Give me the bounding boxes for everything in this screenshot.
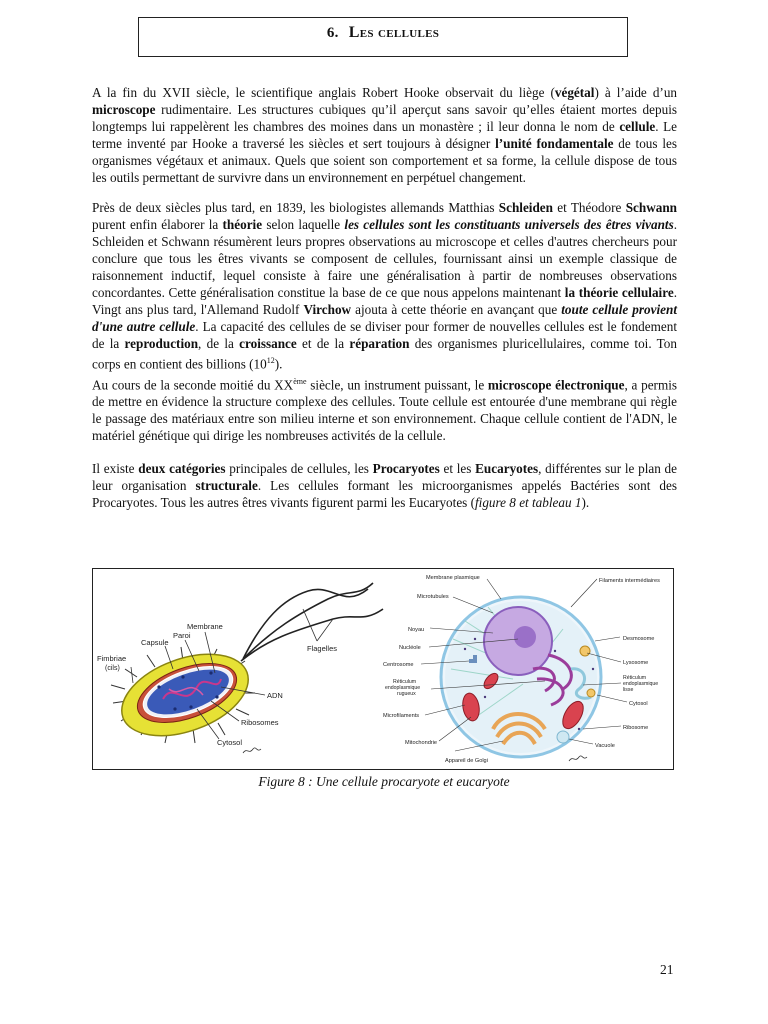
label-centrosome: Centrosome (383, 662, 414, 668)
text-run: Schleiden (498, 200, 553, 215)
label-reticulum-lisse-3: lisse (623, 687, 634, 693)
text-run: microscope (92, 102, 156, 117)
section-title-text: Les cellules (348, 24, 440, 41)
label-reticulum-lisse-2: endoplasmique (623, 681, 659, 687)
section-title (327, 24, 439, 42)
text-run: , différentes sur le plan de leur organisation (92, 461, 677, 493)
text-run: et de la (296, 336, 350, 351)
text-run: . La capacité des cellules de se diviser pour former de nouvelles cellules est le fondement de la (92, 319, 677, 351)
text-run: les cellules sont les constituants universels des êtres vivants (344, 217, 674, 232)
artist-signature-right (569, 756, 587, 761)
page-number: 21 (660, 962, 674, 977)
text-run: selon laquelle (262, 217, 345, 232)
label-ribosomes: Ribosomes (241, 718, 279, 727)
label-lysosome: Lysosome (623, 660, 649, 666)
text-run: végétal (554, 85, 595, 100)
prokaryote-cell (97, 583, 383, 751)
text-run: des organismes pluricellulaires, comme toi. Ton corps en contient des billions (10 (92, 336, 677, 372)
cell-illustration (93, 569, 673, 769)
eukaryote-cell (383, 575, 660, 764)
section-title-box (138, 17, 628, 57)
paragraph-cell-theory (92, 199, 677, 372)
text-run: figure 8 et tableau 1 (475, 495, 582, 510)
artist-signature-left (243, 748, 261, 753)
text-run: . Les cellules formant les microorganismes appelés Bactéries sont des Procaryotes. Tous les autres êtres vivants figurent parmi les Eucaryotes ( (92, 478, 677, 510)
label-reticulum-rugueux-2: endoplasmique (385, 685, 421, 691)
text-run: 12 (266, 356, 275, 365)
text-run: cellule (619, 119, 656, 134)
text-run: Schwann (625, 200, 677, 215)
text-run: reproduction (124, 336, 199, 351)
text-run: ). (274, 356, 283, 372)
label-vacuole: Vacuole (595, 743, 615, 749)
text-run: ajouta à cette théorie en avançant que (351, 302, 562, 317)
section-number: 6. (326, 25, 339, 41)
text-run: rudimentaire. Les structures cubiques qu’il aperçut sans savoir qu’elles étaient mortes depuis longtemps lui rappelèrent les chambres des moines dans un monastère ; il leur donna le nom de (92, 102, 677, 134)
text-run: Près de deux siècles plus tard, en 1839, les biologistes allemands Matthias (92, 200, 499, 215)
text-run: et les (439, 461, 476, 476)
text-run: . Schleiden et Schwann résumèrent leurs propres observations au microscope et celles d'autres chercheurs pour conclure que tous les êtres vivants se composent de cellules, fournissant ainsi un exemple classique de raisonnement inductif, lequel consiste à faire une généralisation à partir de nombreuses observations concordantes. Cette généralisation constitue la base de ce que nous appelons maintenant (92, 217, 677, 300)
label-adn: ADN (267, 691, 283, 700)
text-run: ) à l’aide d’un (594, 85, 678, 100)
text-run: croissance (239, 336, 297, 351)
text-run: Procaryotes (372, 461, 440, 476)
text-run: , de la (198, 336, 240, 351)
text-run: de tous les organismes végétaux et animaux. Quels que soient son comportement et sa forme, la cellule dispose de tous les outils permettant de survivre dans un environnement en perpétuel changement. (92, 136, 677, 185)
text-run: ème (293, 377, 307, 386)
text-run: la théorie cellulaire (564, 285, 674, 300)
label-capsule: Capsule (141, 638, 169, 647)
text-run: microscope électronique (487, 377, 625, 393)
label-cytosol-prokaryote: Cytosol (217, 738, 243, 747)
text-run: ). (581, 495, 590, 510)
text-run: principales de cellules, les (225, 461, 373, 476)
text-run: structurale (195, 478, 258, 493)
text-run: purent enfin élaborer la (92, 217, 223, 232)
label-paroi: Paroi (173, 631, 191, 640)
text-run: Au cours de la seconde moitié du XX (92, 377, 294, 393)
text-run: théorie (222, 217, 263, 232)
text-run: Virchow (303, 302, 352, 317)
label-membrane-plasmique: Membrane plasmique (426, 575, 480, 581)
text-run: l’unité fondamentale (495, 136, 614, 151)
paragraph-categories (92, 460, 677, 511)
text-run: . Le terme inventé par Hooke a traversé les siècles et sert toujours à désigner (92, 119, 677, 151)
label-mitochondrie: Mitochondrie (405, 740, 438, 746)
label-fimbriae-sub: (cils) (105, 665, 120, 672)
paragraph-electron-microscope (92, 373, 677, 444)
label-desmosome: Desmosome (623, 636, 655, 642)
label-filaments: Filaments intermédiaires (599, 578, 660, 584)
text-run: Eucaryotes (475, 461, 539, 476)
label-reticulum-rugueux-3: rugueux (397, 691, 416, 697)
label-fimbriae: Fimbriae (97, 654, 127, 663)
text-run: toute cellule provient d'une autre cellule (92, 302, 677, 334)
label-microfilaments: Microfilaments (383, 713, 420, 719)
label-nucleole: Nucléole (399, 645, 421, 651)
figure-8 (92, 568, 674, 770)
figure-caption: Figure 8 : Une cellule procaryote et eucaryote (258, 774, 510, 789)
label-appareil-golgi: Appareil de Golgi (445, 758, 488, 764)
text-run: et Théodore (553, 200, 626, 215)
text-run: , a permis de mettre en évidence la structure complexe des cellules. Toute cellule est entourée d'une membrane qui règle le passage des matériaux entre son milieu interne et son environnement. Chaque cellule contient de l'ADN, le matériel génétique qui dirige les nombreuses activités de la cellule. (92, 377, 677, 444)
label-reticulum-rugueux-1: Réticulum (393, 679, 417, 685)
label-reticulum-lisse-1: Réticulum (623, 675, 647, 681)
text-run: A la fin du XVII siècle, le scientifique anglais Robert Hooke observait du liège ( (92, 85, 555, 100)
text-run: . Vingt ans plus tard, l'Allemand Rudolf (92, 285, 677, 317)
paragraph-hooke (92, 84, 677, 186)
text-run: Il existe (92, 461, 139, 476)
text-run: siècle, un instrument puissant, le (306, 377, 488, 393)
text-run: deux catégories (138, 461, 226, 476)
label-noyau: Noyau (408, 627, 425, 633)
label-flagelles: Flagelles (307, 644, 338, 653)
label-ribosome: Ribosome (623, 725, 649, 731)
label-cytosol-eukaryote: Cytosol (629, 701, 648, 707)
text-run: réparation (349, 336, 410, 351)
label-microtubules: Microtubules (417, 594, 449, 600)
label-membrane: Membrane (187, 622, 223, 631)
